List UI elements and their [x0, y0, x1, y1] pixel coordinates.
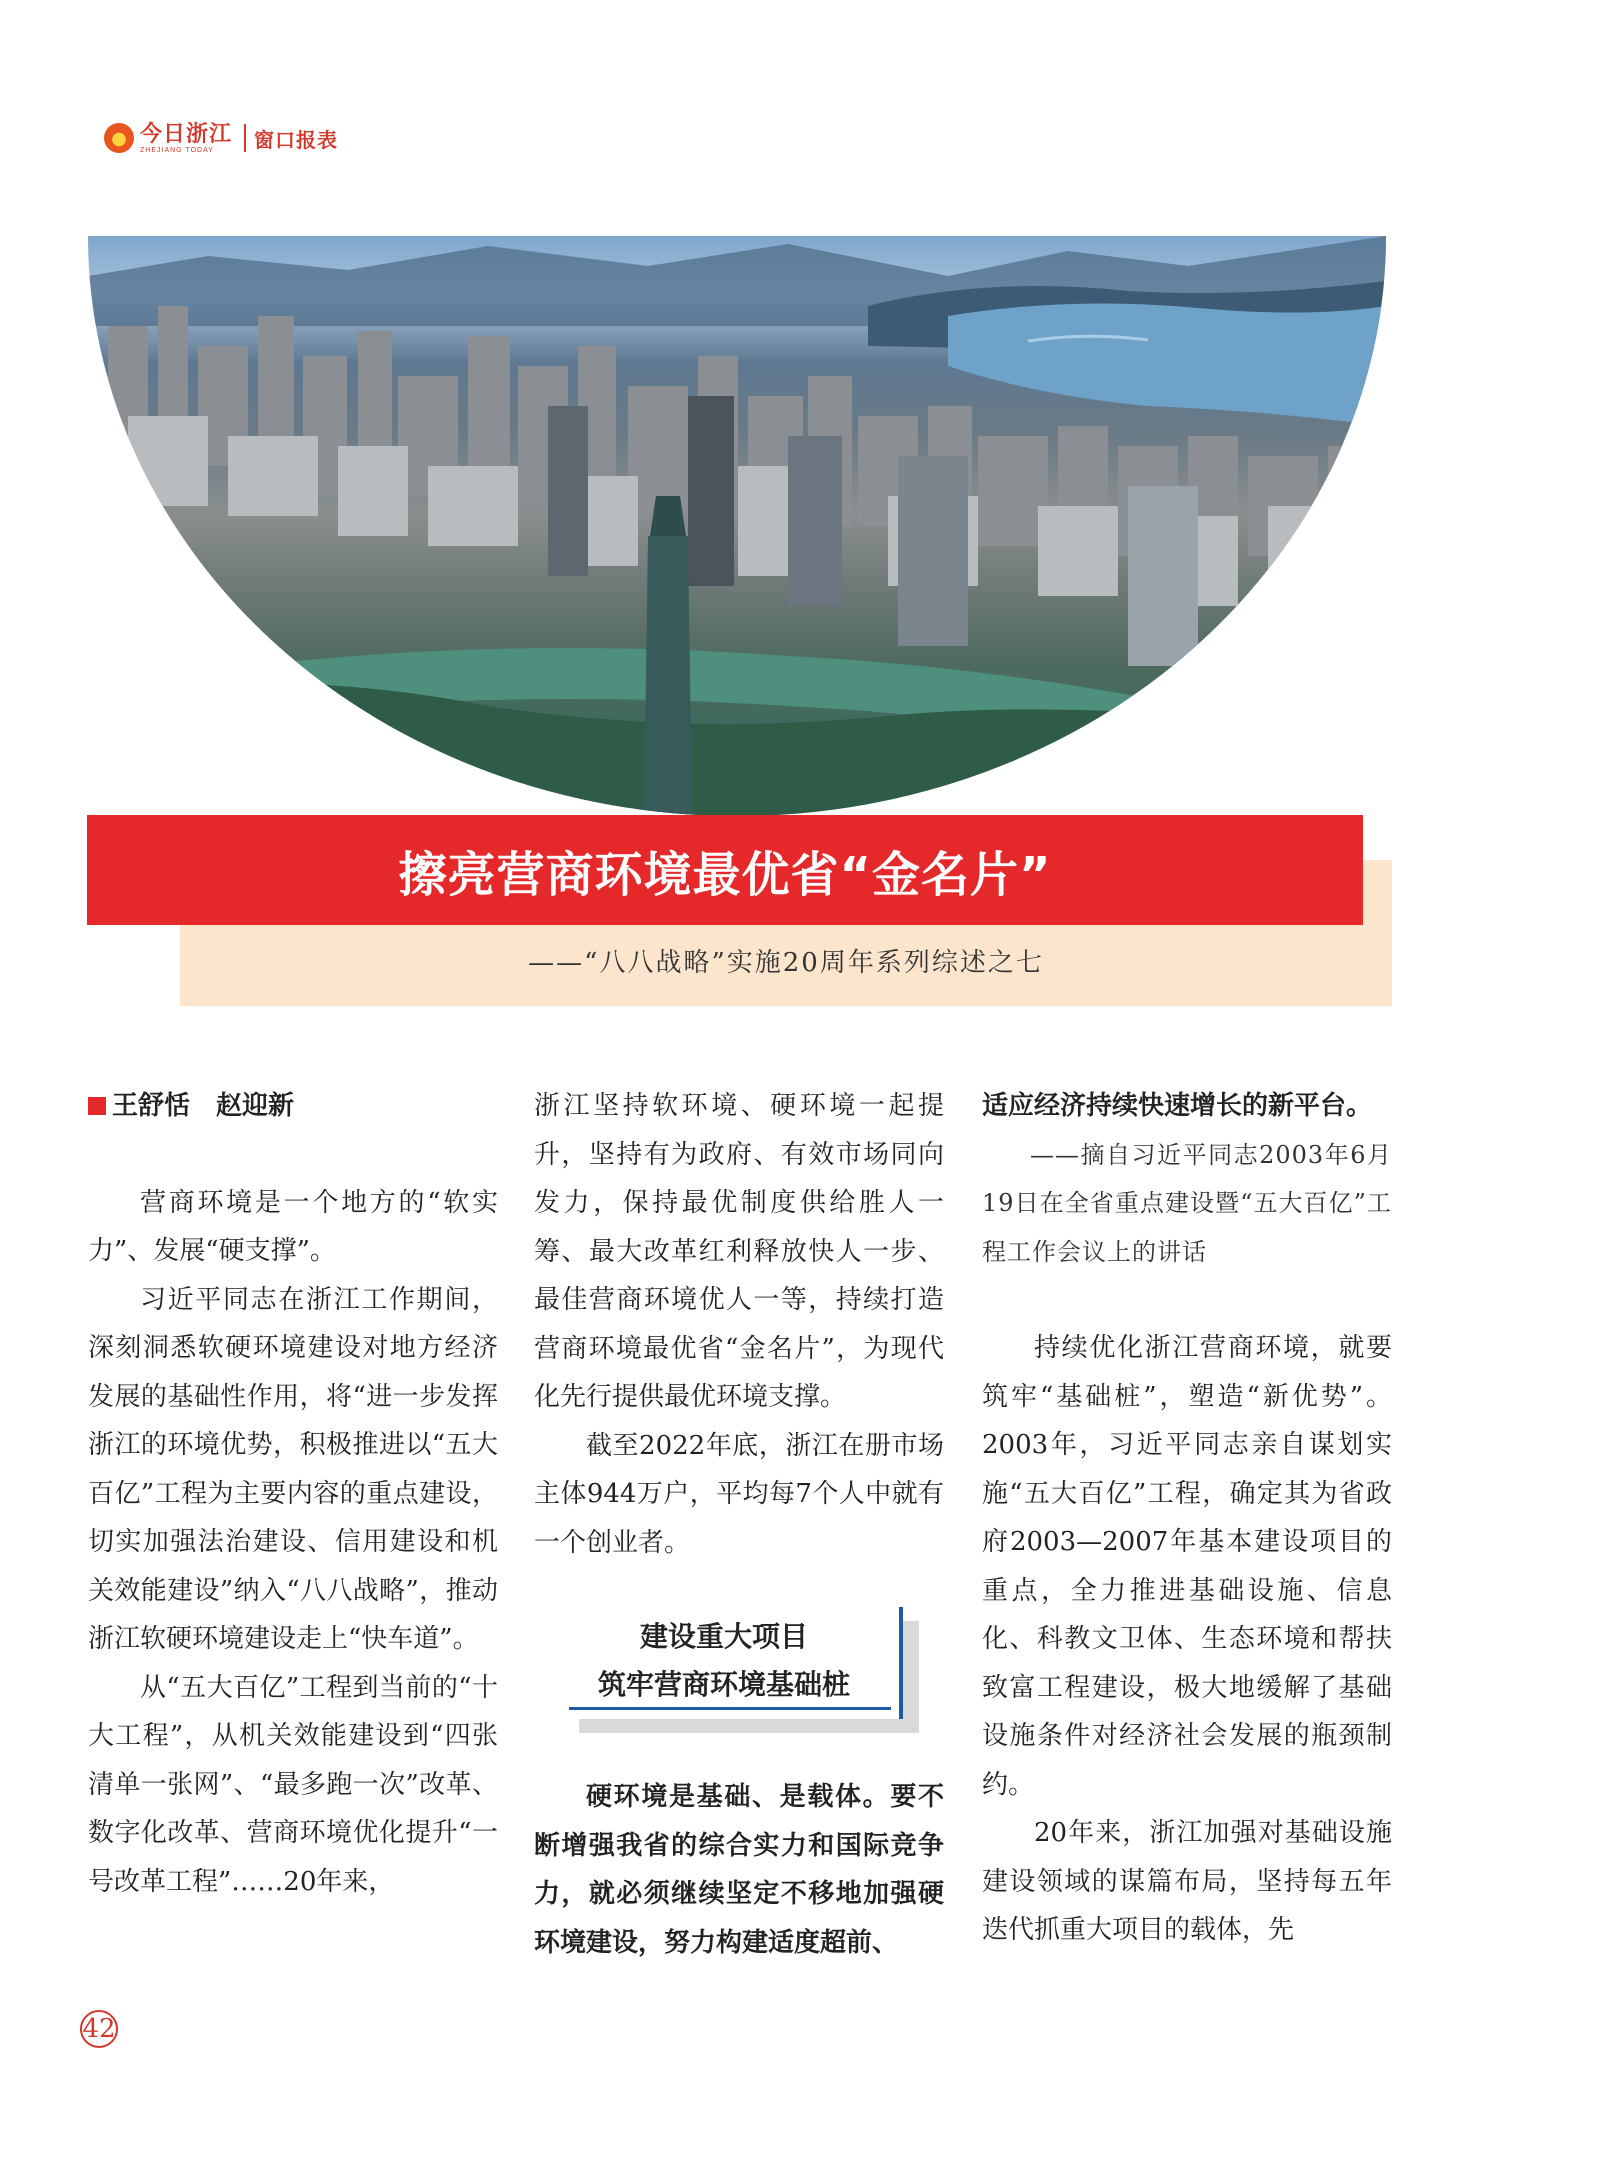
section-heading-line-1: 建设重大项目 — [639, 1620, 808, 1653]
sun-logo-icon — [104, 123, 134, 153]
section-heading-underline — [569, 1707, 891, 1710]
paragraph: 持续优化浙江营商环境，就要筑牢“基础桩”，塑造“新优势”。2003年，习近平同志亲自谋划实施“五大百亿”工程，确定其为省政府2003—2007年基本建设项目的重点，全力推进基础设施、信息化、科教文卫体、生态环境和帮扶致富工程建设，极大地缓解了基础设施条件对经济社会发展的瓶颈制约。 — [982, 1333, 1392, 1800]
page-number: 42 — [80, 2010, 118, 2048]
paragraph: 营商环境是一个地方的“软实力”、发展“硬支撑”。 — [88, 1187, 498, 1266]
authors: 王舒恬 赵迎新 — [112, 1091, 295, 1121]
quote-source: ——摘自习近平同志2003年6月19日在全省重点建设暨“五大百亿”工程工作会议上的讲话 — [982, 1140, 1392, 1266]
city-skyline-illustration — [88, 236, 1386, 816]
quote-bold-text-continued: 适应经济持续快速增长的新平台。 — [982, 1091, 1373, 1121]
paragraph: 浙江坚持软环境、硬环境一起提升，坚持有为政府、有效市场同向发力，保持最优制度供给胜人一筹、最大改革红利释放快人一步、最佳营商环境优人一等，持续打造营商环境最优省“金名片”，为现代化先行提供最优环境支撑。 — [534, 1091, 944, 1412]
brand-divider — [244, 124, 246, 152]
quote-bold-text: 硬环境是基础、是载体。要不断增强我省的综合实力和国际竞争力，就必须继续坚定不移地加强硬环境建设，努力构建适度超前、 — [534, 1782, 944, 1958]
paragraph: 从“五大百亿”工程到当前的“十大工程”，从机关效能建设到“四张清单一张网”、“最多跑一次”改革、数字化改革、营商环境优化提升“一号改革工程”……20年来， — [88, 1672, 498, 1897]
byline-square-icon — [88, 1097, 106, 1115]
text-column-2 — [534, 1082, 944, 1967]
text-column-1 — [88, 1082, 498, 1906]
section-name: 窗口报表 — [254, 127, 339, 152]
brand-name-cn: 今日浙江 — [140, 120, 233, 147]
section-heading-line-2: 筑牢营商环境基础桩 — [597, 1668, 850, 1701]
article-title: 擦亮营商环境最优省“金名片” — [398, 846, 1052, 903]
brand-name-en: ZHEJIANG TODAY — [140, 146, 214, 154]
article-subtitle: ——“八八战略”实施20周年系列综述之七 — [528, 948, 1044, 978]
byline — [88, 1082, 498, 1131]
brand-logo — [104, 120, 233, 154]
paragraph: 截至2022年底，浙江在册市场主体944万户，平均每7个人中就有一个创业者。 — [534, 1430, 944, 1558]
section-heading — [559, 1607, 919, 1733]
masthead — [104, 118, 338, 158]
paragraph: 20年来，浙江加强对基础设施建设领域的谋篇布局，坚持每五年迭代抓重大项目的载体，先 — [982, 1818, 1392, 1945]
paragraph: 习近平同志在浙江工作期间，深刻洞悉软硬环境建设对地方经济发展的基础性作用，将“进一步发挥浙江的环境优势，积极推进以“五大百亿”工程为主要内容的重点建设，切实加强法治建设、信用建设和机关效能建设”纳入“八八战略”，推动浙江软硬环境建设走上“快车道”。 — [88, 1284, 498, 1654]
text-column-3 — [982, 1082, 1392, 1955]
hero-city-photo — [88, 236, 1386, 816]
